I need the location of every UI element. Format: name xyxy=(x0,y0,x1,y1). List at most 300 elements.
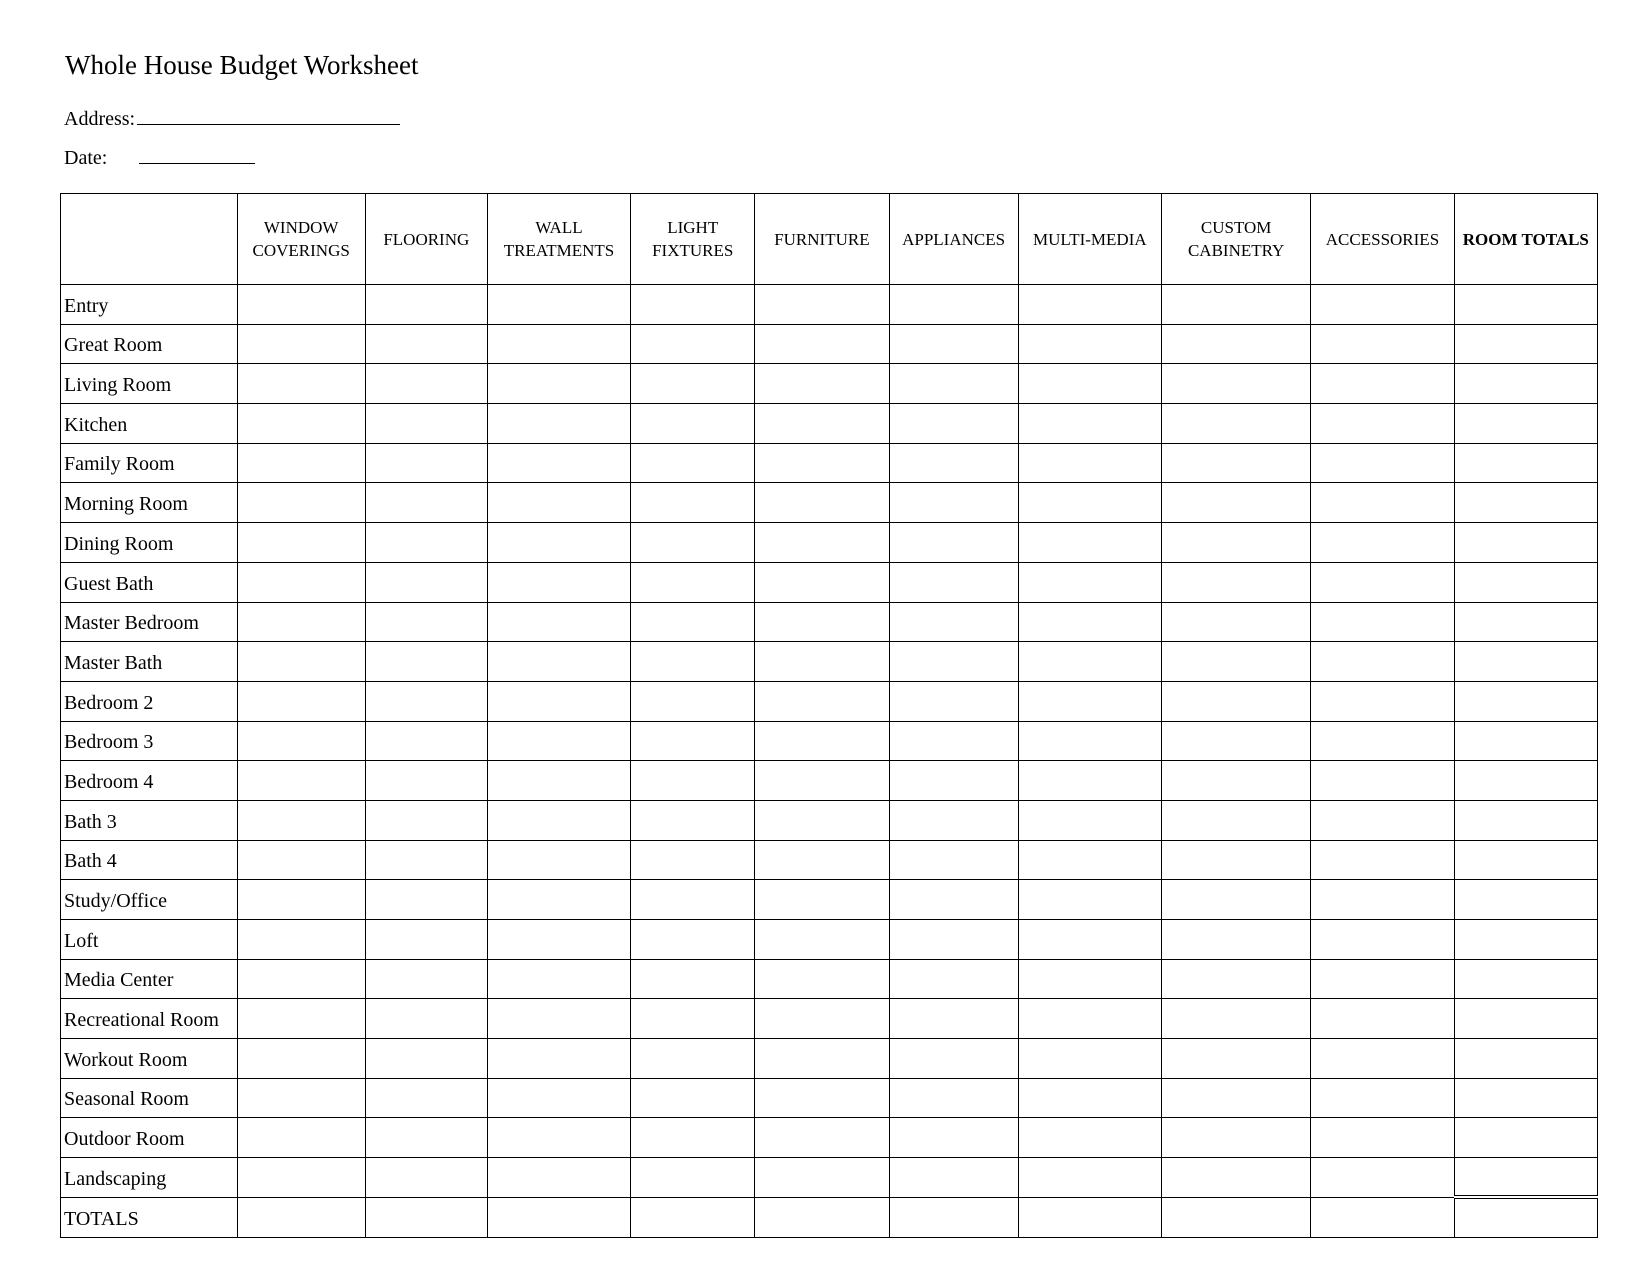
budget-cell[interactable] xyxy=(631,721,755,761)
budget-cell[interactable] xyxy=(889,642,1018,682)
budget-cell[interactable] xyxy=(1018,681,1161,721)
budget-cell[interactable] xyxy=(755,721,889,761)
budget-cell[interactable] xyxy=(889,1197,1018,1237)
budget-cell[interactable] xyxy=(487,364,630,404)
budget-cell[interactable] xyxy=(365,562,487,602)
budget-cell[interactable] xyxy=(237,681,365,721)
budget-cell[interactable] xyxy=(755,681,889,721)
budget-cell[interactable] xyxy=(1018,364,1161,404)
table-row xyxy=(61,324,1598,364)
budget-cell[interactable] xyxy=(1018,285,1161,325)
budget-cell[interactable] xyxy=(1018,523,1161,563)
budget-cell[interactable] xyxy=(1454,920,1597,960)
budget-cell[interactable] xyxy=(1311,880,1454,920)
budget-cell[interactable] xyxy=(1454,800,1597,840)
budget-cell[interactable] xyxy=(1018,562,1161,602)
budget-cell[interactable] xyxy=(237,959,365,999)
budget-cell[interactable] xyxy=(487,1197,630,1237)
budget-cell[interactable] xyxy=(487,404,630,444)
budget-cell[interactable] xyxy=(365,1039,487,1079)
room-label: Bedroom 3 xyxy=(61,721,238,761)
budget-cell[interactable] xyxy=(755,642,889,682)
budget-cell[interactable] xyxy=(237,523,365,563)
budget-cell[interactable] xyxy=(1018,483,1161,523)
budget-cell[interactable] xyxy=(1311,761,1454,801)
budget-cell[interactable] xyxy=(487,999,630,1039)
budget-cell[interactable] xyxy=(1161,285,1310,325)
budget-cell[interactable] xyxy=(487,642,630,682)
budget-cell[interactable] xyxy=(1018,443,1161,483)
budget-cell[interactable] xyxy=(1311,642,1454,682)
budget-cell[interactable] xyxy=(631,602,755,642)
budget-cell[interactable] xyxy=(1161,443,1310,483)
column-header: MULTI-MEDIA xyxy=(1018,194,1161,285)
address-field xyxy=(64,104,400,131)
budget-cell[interactable] xyxy=(1018,404,1161,444)
budget-cell[interactable] xyxy=(631,523,755,563)
budget-cell[interactable] xyxy=(631,681,755,721)
budget-cell[interactable] xyxy=(237,483,365,523)
room-label: Family Room xyxy=(61,443,238,483)
budget-cell[interactable] xyxy=(1018,1039,1161,1079)
room-label: Great Room xyxy=(61,324,238,364)
budget-cell[interactable] xyxy=(487,523,630,563)
room-label: Study/Office xyxy=(61,880,238,920)
budget-cell[interactable] xyxy=(1018,1078,1161,1118)
budget-cell[interactable] xyxy=(1454,483,1597,523)
budget-cell[interactable] xyxy=(1161,1197,1310,1237)
budget-cell[interactable] xyxy=(631,285,755,325)
table-row xyxy=(61,1197,1598,1237)
budget-cell[interactable] xyxy=(755,1118,889,1158)
budget-cell[interactable] xyxy=(1161,721,1310,761)
budget-cell[interactable] xyxy=(889,880,1018,920)
budget-cell[interactable] xyxy=(755,1078,889,1118)
budget-cell[interactable] xyxy=(365,721,487,761)
room-label: Kitchen xyxy=(61,404,238,444)
budget-cell[interactable] xyxy=(1311,443,1454,483)
budget-cell[interactable] xyxy=(631,840,755,880)
budget-cell[interactable] xyxy=(1454,1039,1597,1079)
budget-cell[interactable] xyxy=(755,562,889,602)
budget-cell[interactable] xyxy=(1161,681,1310,721)
table-row xyxy=(61,840,1598,880)
table-row xyxy=(61,285,1598,325)
table-row xyxy=(61,562,1598,602)
budget-cell[interactable] xyxy=(1311,404,1454,444)
budget-cell[interactable] xyxy=(365,483,487,523)
budget-cell[interactable] xyxy=(1161,880,1310,920)
room-label: Recreational Room xyxy=(61,999,238,1039)
column-header: CUSTOM CABINETRY xyxy=(1161,194,1310,285)
budget-cell[interactable] xyxy=(889,364,1018,404)
budget-cell[interactable] xyxy=(889,959,1018,999)
column-header: APPLIANCES xyxy=(889,194,1018,285)
budget-cell[interactable] xyxy=(1161,840,1310,880)
budget-cell[interactable] xyxy=(631,404,755,444)
budget-cell[interactable] xyxy=(755,1158,889,1198)
budget-cell[interactable] xyxy=(1454,562,1597,602)
budget-cell[interactable] xyxy=(487,959,630,999)
budget-cell[interactable] xyxy=(1161,761,1310,801)
budget-cell[interactable] xyxy=(631,920,755,960)
room-label: Workout Room xyxy=(61,1039,238,1079)
budget-cell[interactable] xyxy=(365,523,487,563)
worksheet-title: Whole House Budget Worksheet xyxy=(65,50,419,80)
budget-cell[interactable] xyxy=(487,800,630,840)
budget-cell[interactable] xyxy=(237,721,365,761)
budget-cell[interactable] xyxy=(1454,1158,1597,1198)
column-header: FURNITURE xyxy=(755,194,889,285)
budget-cell[interactable] xyxy=(365,761,487,801)
table-row xyxy=(61,1158,1598,1198)
header-row xyxy=(61,194,1598,285)
budget-cell[interactable] xyxy=(365,920,487,960)
budget-cell[interactable] xyxy=(1311,721,1454,761)
budget-cell[interactable] xyxy=(1161,1118,1310,1158)
budget-cell[interactable] xyxy=(1311,840,1454,880)
budget-cell[interactable] xyxy=(1018,1197,1161,1237)
budget-cell[interactable] xyxy=(487,285,630,325)
budget-cell[interactable] xyxy=(365,959,487,999)
budget-cell[interactable] xyxy=(1018,840,1161,880)
budget-cell[interactable] xyxy=(631,1197,755,1237)
budget-cell[interactable] xyxy=(487,920,630,960)
budget-cell[interactable] xyxy=(1454,523,1597,563)
budget-cell[interactable] xyxy=(889,443,1018,483)
budget-cell[interactable] xyxy=(1311,1118,1454,1158)
budget-cell[interactable] xyxy=(889,285,1018,325)
budget-cell[interactable] xyxy=(365,285,487,325)
budget-cell[interactable] xyxy=(755,483,889,523)
budget-cell[interactable] xyxy=(1018,999,1161,1039)
budget-cell[interactable] xyxy=(365,999,487,1039)
budget-cell[interactable] xyxy=(889,999,1018,1039)
budget-cell[interactable] xyxy=(755,443,889,483)
table-row xyxy=(61,1118,1598,1158)
table-row xyxy=(61,761,1598,801)
budget-cell[interactable] xyxy=(755,761,889,801)
budget-cell[interactable] xyxy=(237,1078,365,1118)
budget-cell[interactable] xyxy=(755,880,889,920)
budget-cell[interactable] xyxy=(889,721,1018,761)
budget-cell[interactable] xyxy=(1311,324,1454,364)
budget-cell[interactable] xyxy=(365,324,487,364)
budget-cell[interactable] xyxy=(1161,999,1310,1039)
budget-cell[interactable] xyxy=(1018,642,1161,682)
budget-cell[interactable] xyxy=(1454,1118,1597,1158)
budget-cell[interactable] xyxy=(1454,840,1597,880)
budget-cell[interactable] xyxy=(1018,1118,1161,1158)
budget-cell[interactable] xyxy=(1161,959,1310,999)
budget-cell[interactable] xyxy=(1161,324,1310,364)
column-header: ACCESSORIES xyxy=(1311,194,1454,285)
budget-cell[interactable] xyxy=(365,1158,487,1198)
room-label: TOTALS xyxy=(61,1197,238,1237)
budget-cell[interactable] xyxy=(1161,562,1310,602)
budget-cell[interactable] xyxy=(365,880,487,920)
budget-cell[interactable] xyxy=(889,1078,1018,1118)
budget-cell[interactable] xyxy=(237,324,365,364)
budget-cell[interactable] xyxy=(1018,1158,1161,1198)
budget-table xyxy=(60,193,1598,1238)
budget-cell[interactable] xyxy=(1454,642,1597,682)
budget-cell[interactable] xyxy=(1161,364,1310,404)
budget-cell[interactable] xyxy=(631,562,755,602)
budget-cell[interactable] xyxy=(1454,880,1597,920)
budget-cell[interactable] xyxy=(889,920,1018,960)
budget-cell[interactable] xyxy=(889,681,1018,721)
budget-cell[interactable] xyxy=(755,920,889,960)
budget-cell[interactable] xyxy=(487,880,630,920)
budget-cell[interactable] xyxy=(1161,1078,1310,1118)
budget-cell[interactable] xyxy=(365,800,487,840)
budget-cell[interactable] xyxy=(365,602,487,642)
budget-cell[interactable] xyxy=(889,483,1018,523)
budget-cell[interactable] xyxy=(487,681,630,721)
budget-cell[interactable] xyxy=(487,602,630,642)
budget-cell[interactable] xyxy=(487,1158,630,1198)
room-label: Bath 3 xyxy=(61,800,238,840)
room-label: Bedroom 4 xyxy=(61,761,238,801)
budget-cell[interactable] xyxy=(237,364,365,404)
budget-cell[interactable] xyxy=(237,761,365,801)
budget-cell[interactable] xyxy=(365,1078,487,1118)
budget-cell[interactable] xyxy=(487,840,630,880)
room-label: Seasonal Room xyxy=(61,1078,238,1118)
budget-cell[interactable] xyxy=(631,1158,755,1198)
budget-cell[interactable] xyxy=(1311,1078,1454,1118)
budget-cell[interactable] xyxy=(889,1118,1018,1158)
budget-cell[interactable] xyxy=(1161,602,1310,642)
budget-cell[interactable] xyxy=(237,1158,365,1198)
table-row xyxy=(61,364,1598,404)
budget-cell[interactable] xyxy=(1018,880,1161,920)
budget-cell[interactable] xyxy=(237,602,365,642)
budget-cell[interactable] xyxy=(237,285,365,325)
column-header: LIGHT FIXTURES xyxy=(631,194,755,285)
budget-cell[interactable] xyxy=(1311,800,1454,840)
budget-cell[interactable] xyxy=(1311,1197,1454,1237)
budget-cell[interactable] xyxy=(631,1078,755,1118)
table-row xyxy=(61,920,1598,960)
date-label: Date: xyxy=(64,147,108,169)
budget-cell[interactable] xyxy=(1311,285,1454,325)
budget-cell[interactable] xyxy=(1311,483,1454,523)
budget-cell[interactable] xyxy=(237,1039,365,1079)
grand-total-cell[interactable] xyxy=(1454,1197,1597,1237)
budget-cell[interactable] xyxy=(237,1118,365,1158)
budget-cell[interactable] xyxy=(1311,959,1454,999)
budget-cell[interactable] xyxy=(1161,642,1310,682)
budget-cell[interactable] xyxy=(1018,324,1161,364)
budget-cell[interactable] xyxy=(889,840,1018,880)
budget-cell[interactable] xyxy=(1311,602,1454,642)
budget-cell[interactable] xyxy=(487,562,630,602)
budget-cell[interactable] xyxy=(1454,602,1597,642)
budget-cell[interactable] xyxy=(237,1197,365,1237)
budget-cell[interactable] xyxy=(631,761,755,801)
budget-cell[interactable] xyxy=(889,602,1018,642)
room-label: Landscaping xyxy=(61,1158,238,1198)
budget-cell[interactable] xyxy=(1018,959,1161,999)
budget-cell[interactable] xyxy=(1161,800,1310,840)
budget-cell[interactable] xyxy=(365,681,487,721)
budget-cell[interactable] xyxy=(1454,364,1597,404)
budget-cell[interactable] xyxy=(755,324,889,364)
date-field xyxy=(64,143,255,170)
budget-cell[interactable] xyxy=(487,443,630,483)
budget-cell[interactable] xyxy=(1311,1039,1454,1079)
budget-cell[interactable] xyxy=(631,959,755,999)
budget-cell[interactable] xyxy=(487,1118,630,1158)
budget-cell[interactable] xyxy=(1454,404,1597,444)
budget-cell[interactable] xyxy=(631,443,755,483)
table-row xyxy=(61,681,1598,721)
budget-cell[interactable] xyxy=(237,562,365,602)
budget-cell[interactable] xyxy=(755,959,889,999)
table-row xyxy=(61,1078,1598,1118)
budget-cell[interactable] xyxy=(631,800,755,840)
room-label: Entry xyxy=(61,285,238,325)
budget-cell[interactable] xyxy=(1454,324,1597,364)
budget-table-body xyxy=(61,285,1598,1238)
budget-cell[interactable] xyxy=(365,840,487,880)
budget-cell[interactable] xyxy=(631,324,755,364)
budget-cell[interactable] xyxy=(1311,364,1454,404)
budget-cell[interactable] xyxy=(1311,1158,1454,1198)
budget-cell[interactable] xyxy=(889,761,1018,801)
budget-cell[interactable] xyxy=(755,523,889,563)
budget-cell[interactable] xyxy=(365,364,487,404)
room-label: Master Bedroom xyxy=(61,602,238,642)
budget-cell[interactable] xyxy=(1454,999,1597,1039)
budget-cell[interactable] xyxy=(755,1197,889,1237)
budget-cell[interactable] xyxy=(1161,1158,1310,1198)
budget-cell[interactable] xyxy=(237,880,365,920)
budget-cell[interactable] xyxy=(237,999,365,1039)
room-label: Living Room xyxy=(61,364,238,404)
date-blank[interactable] xyxy=(139,143,255,164)
room-label: Outdoor Room xyxy=(61,1118,238,1158)
budget-cell[interactable] xyxy=(487,1078,630,1118)
budget-cell[interactable] xyxy=(755,285,889,325)
budget-cell[interactable] xyxy=(1454,681,1597,721)
budget-cell[interactable] xyxy=(755,602,889,642)
budget-cell[interactable] xyxy=(237,920,365,960)
address-label: Address: xyxy=(64,108,136,130)
budget-cell[interactable] xyxy=(631,999,755,1039)
budget-cell[interactable] xyxy=(889,404,1018,444)
budget-cell[interactable] xyxy=(487,324,630,364)
budget-cell[interactable] xyxy=(755,999,889,1039)
table-row xyxy=(61,602,1598,642)
budget-cell[interactable] xyxy=(889,562,1018,602)
table-row xyxy=(61,1039,1598,1079)
budget-cell[interactable] xyxy=(1161,920,1310,960)
address-blank[interactable] xyxy=(137,104,400,125)
budget-cell[interactable] xyxy=(1161,1039,1310,1079)
room-label: Dining Room xyxy=(61,523,238,563)
budget-cell[interactable] xyxy=(365,404,487,444)
budget-cell[interactable] xyxy=(1311,523,1454,563)
budget-cell[interactable] xyxy=(631,1039,755,1079)
table-row xyxy=(61,721,1598,761)
budget-cell[interactable] xyxy=(237,800,365,840)
budget-cell[interactable] xyxy=(631,483,755,523)
room-label: Loft xyxy=(61,920,238,960)
room-label: Bedroom 2 xyxy=(61,681,238,721)
room-label: Morning Room xyxy=(61,483,238,523)
budget-cell[interactable] xyxy=(1018,761,1161,801)
budget-cell[interactable] xyxy=(1018,721,1161,761)
table-row xyxy=(61,959,1598,999)
budget-cell[interactable] xyxy=(889,523,1018,563)
header-corner-cell xyxy=(61,194,238,285)
budget-cell[interactable] xyxy=(631,364,755,404)
budget-cell[interactable] xyxy=(755,404,889,444)
budget-cell[interactable] xyxy=(755,840,889,880)
budget-cell[interactable] xyxy=(755,800,889,840)
room-label: Bath 4 xyxy=(61,840,238,880)
budget-cell[interactable] xyxy=(631,1118,755,1158)
budget-cell[interactable] xyxy=(487,721,630,761)
budget-cell[interactable] xyxy=(1454,285,1597,325)
budget-cell[interactable] xyxy=(1454,721,1597,761)
budget-cell[interactable] xyxy=(365,443,487,483)
budget-cell[interactable] xyxy=(1161,483,1310,523)
budget-cell[interactable] xyxy=(1454,959,1597,999)
budget-cell[interactable] xyxy=(631,642,755,682)
budget-cell[interactable] xyxy=(889,1158,1018,1198)
budget-cell[interactable] xyxy=(1311,999,1454,1039)
table-row xyxy=(61,443,1598,483)
budget-cell[interactable] xyxy=(889,1039,1018,1079)
budget-cell[interactable] xyxy=(1454,443,1597,483)
column-header-room-totals: ROOM TOTALS xyxy=(1454,194,1597,285)
budget-cell[interactable] xyxy=(889,324,1018,364)
budget-cell[interactable] xyxy=(1161,404,1310,444)
budget-cell[interactable] xyxy=(1018,920,1161,960)
budget-cell[interactable] xyxy=(237,840,365,880)
budget-cell[interactable] xyxy=(1161,523,1310,563)
budget-cell[interactable] xyxy=(631,880,755,920)
budget-cell[interactable] xyxy=(1311,562,1454,602)
column-header: WALL TREATMENTS xyxy=(487,194,630,285)
table-row xyxy=(61,800,1598,840)
budget-cell[interactable] xyxy=(1311,920,1454,960)
budget-cell[interactable] xyxy=(487,1039,630,1079)
budget-cell[interactable] xyxy=(365,642,487,682)
budget-cell[interactable] xyxy=(487,483,630,523)
budget-cell[interactable] xyxy=(487,761,630,801)
budget-cell[interactable] xyxy=(365,1197,487,1237)
budget-cell[interactable] xyxy=(237,642,365,682)
budget-cell[interactable] xyxy=(1018,800,1161,840)
budget-cell[interactable] xyxy=(755,364,889,404)
budget-cell[interactable] xyxy=(237,443,365,483)
budget-cell[interactable] xyxy=(365,1118,487,1158)
budget-cell[interactable] xyxy=(237,404,365,444)
budget-cell[interactable] xyxy=(1018,602,1161,642)
budget-cell[interactable] xyxy=(755,1039,889,1079)
budget-cell[interactable] xyxy=(889,800,1018,840)
budget-cell[interactable] xyxy=(1454,761,1597,801)
table-row xyxy=(61,483,1598,523)
table-row xyxy=(61,404,1598,444)
budget-cell[interactable] xyxy=(1454,1078,1597,1118)
budget-cell[interactable] xyxy=(1311,681,1454,721)
